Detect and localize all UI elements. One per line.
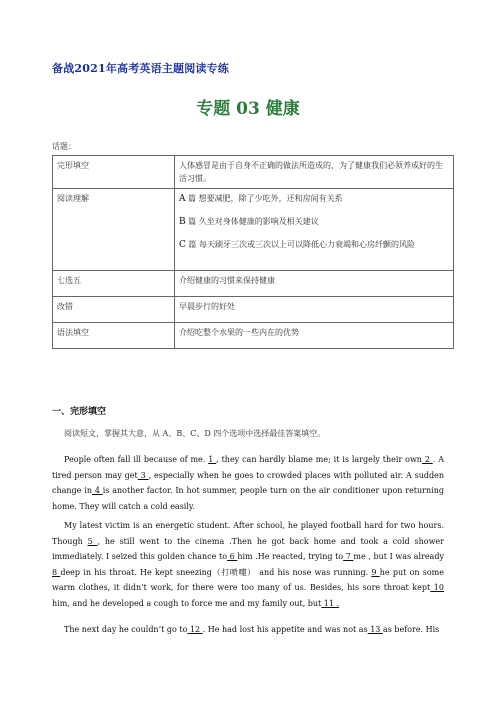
blank-12: 12 <box>187 625 203 634</box>
option-text: 篇 每天刷牙三次或三次以上可以降低心力衰竭和心房纤颤的风险 <box>185 240 415 249</box>
series-title: 备战2021年高考英语主题阅读专练 <box>52 62 230 75</box>
table-row <box>53 297 454 323</box>
blank-13: 13 <box>367 625 383 634</box>
blank-7: 7 <box>343 552 354 561</box>
blank-9: 9 <box>371 567 380 577</box>
text-run: People often fall ill because of me. <box>64 455 209 464</box>
topic-table <box>52 155 454 349</box>
option-text: 篇 久坐对身体健康的影响及相关建议 <box>185 217 319 226</box>
table-cell-key: 七选五 <box>53 271 175 297</box>
text-run: , especially when he goes to crowded places with polluted air. A sudden change in <box>52 470 445 495</box>
text-run: me , but I was already <box>353 552 444 561</box>
table-row <box>53 189 454 271</box>
table-cell-value: 早晨步行的好处 <box>175 297 454 323</box>
table-cell-value <box>175 189 454 271</box>
instruction-text: 阅读短文，掌握其大意，从 A、B、C、D 四个选项中选择最佳答案填空。 <box>64 429 326 438</box>
text-run: , he still went to the cinema .Then he got back home and took a cold shower immediately. I seized this golden chance to <box>52 536 444 561</box>
blank-8: 8 <box>52 567 61 577</box>
table-cell-key: 改错 <box>53 297 175 323</box>
blank-1: 1 <box>208 455 217 464</box>
option-letter: A <box>179 194 186 204</box>
blank-10: 10 <box>430 583 444 592</box>
blank-5: 5 <box>87 536 98 546</box>
text-run: is another factor. In hot summer, people turn on the air conditioner upon returning home. They will catch a cold easily. <box>52 486 444 511</box>
reading-option <box>179 215 449 229</box>
text-run: he put on some warm clothes, it didn’t work, for there were too many of us. Besides, his sore throat kept <box>52 567 445 592</box>
blank-11: 11 . <box>321 598 340 608</box>
table-cell-value: 介绍吃整个水果的一些内在的优势 <box>175 323 454 349</box>
passage-paragraph <box>52 452 444 514</box>
table-cell-value: 人体感冒是由于自身不正确的做法所造成的，为了健康我们必须养成好的生活习惯。 <box>175 156 454 189</box>
table-row <box>53 323 454 349</box>
option-text: 篇 想要减肥，除了少吃外，还和房间有关系 <box>185 194 343 203</box>
text-run: The next day he couldn’t go to <box>64 625 188 634</box>
table-row <box>53 271 454 297</box>
reading-option <box>179 192 449 206</box>
table-cell-key: 阅读理解 <box>53 189 175 271</box>
table-cell-key: 完形填空 <box>53 156 175 189</box>
blank-4: 4 <box>91 486 103 495</box>
table-cell-value: 介绍健康的习惯来保持健康 <box>175 271 454 297</box>
text-run: as before. His <box>382 625 440 634</box>
topic-title: 专题 03 健康 <box>196 99 300 119</box>
passage-paragraph <box>52 518 444 611</box>
text-run: . A tired person may get <box>52 455 444 480</box>
text-run: , they can hardly blame me; it is largely their own <box>216 455 422 464</box>
text-run: him .He reacted, trying to <box>237 552 344 561</box>
text-run: deep in his throat. He kept sneezing（打喷嚏） and his nose was running. <box>60 567 372 577</box>
text-run: him, and he developed a cough to force me and my family out, but <box>52 598 322 608</box>
text-run: . He had lost his appetite and was not as <box>202 625 368 634</box>
blank-2: 2 <box>421 455 433 464</box>
passage-paragraph <box>52 622 444 638</box>
table-cell-key: 语法填空 <box>53 323 175 349</box>
text-run: My latest victim is an energetic student. After school, he played football hard for two hours. Though <box>52 521 444 546</box>
blank-3: 3 <box>137 470 149 480</box>
option-letter: C <box>179 240 186 250</box>
section-heading: 一、完形填空 <box>52 407 107 417</box>
option-letter: B <box>179 217 186 227</box>
table-row <box>53 156 454 189</box>
blank-6: 6 <box>227 552 238 561</box>
reading-option <box>179 238 449 252</box>
topic-label: 话题： <box>52 142 76 151</box>
